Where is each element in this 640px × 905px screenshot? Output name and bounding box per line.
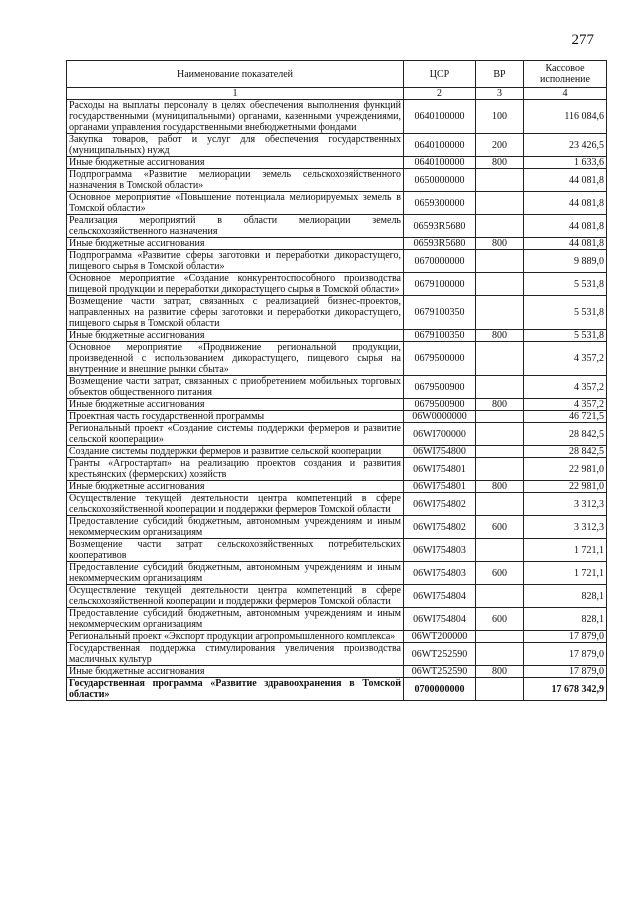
row-csr: 0650000000 (404, 169, 476, 192)
row-amount: 46 721,5 (524, 411, 607, 423)
row-csr: 0679500000 (404, 342, 476, 376)
row-name: Государственная поддержка стимулирования увеличения производства масличных культур (67, 643, 404, 666)
row-csr: 06WI754801 (404, 458, 476, 481)
row-name: Иные бюджетные ассигнования (67, 238, 404, 250)
table-row (67, 215, 607, 238)
row-csr: 0659300000 (404, 192, 476, 215)
row-amount: 44 081,8 (524, 238, 607, 250)
row-amount: 5 531,8 (524, 273, 607, 296)
row-amount: 44 081,8 (524, 169, 607, 192)
row-vr (476, 446, 524, 458)
row-csr: 0640100000 (404, 134, 476, 157)
row-vr (476, 376, 524, 399)
header-name: Наименование показателей (67, 61, 404, 88)
table-row (67, 516, 607, 539)
table-row (67, 169, 607, 192)
row-amount: 4 357,2 (524, 376, 607, 399)
row-csr: 0640100000 (404, 100, 476, 134)
row-amount: 1 721,1 (524, 562, 607, 585)
row-amount: 9 889,0 (524, 250, 607, 273)
row-vr (476, 458, 524, 481)
table-row (67, 643, 607, 666)
row-name: Создание системы поддержки фермеров и развитие сельской кооперации (67, 446, 404, 458)
row-vr (476, 678, 524, 701)
table-row (67, 100, 607, 134)
row-csr: 06WI754801 (404, 481, 476, 493)
row-vr (476, 192, 524, 215)
header-amount: Кассовое исполнение (524, 61, 607, 88)
column-number: 3 (476, 88, 524, 100)
row-amount: 116 084,6 (524, 100, 607, 134)
header-row (67, 61, 607, 88)
row-name: Государственная программа «Развитие здравоохранения в Томской области» (67, 678, 404, 701)
budget-table (66, 60, 607, 701)
row-name: Расходы на выплаты персоналу в целях обеспечения выполнения функций государственными (муниципальными) органами, казенными учреждениями, органами управления государственными внебюджетными фондами (67, 100, 404, 134)
row-csr: 0679100350 (404, 330, 476, 342)
row-name: Основное мероприятие «Повышение потенциала мелиорируемых земель в Томской области» (67, 192, 404, 215)
table-row (67, 539, 607, 562)
row-amount: 22 981,0 (524, 481, 607, 493)
row-vr (476, 643, 524, 666)
table-row (67, 411, 607, 423)
row-vr (476, 411, 524, 423)
table-row (67, 330, 607, 342)
row-name: Основное мероприятие «Продвижение региональной продукции, произведенной с использованием дикорастущего, пищевого сырья на внутренние и внешние рынки сбыта» (67, 342, 404, 376)
row-vr: 800 (476, 238, 524, 250)
row-name: Предоставление субсидий бюджетным, автономным учреждениям и иным некоммерческим организациям (67, 608, 404, 631)
row-vr (476, 215, 524, 238)
row-amount: 828,1 (524, 608, 607, 631)
row-csr: 06593R5680 (404, 215, 476, 238)
table-row (67, 296, 607, 330)
table-row (67, 631, 607, 643)
row-vr: 600 (476, 516, 524, 539)
row-amount: 3 312,3 (524, 493, 607, 516)
row-csr: 06WI754803 (404, 539, 476, 562)
row-vr (476, 631, 524, 643)
row-name: Закупка товаров, работ и услуг для обеспечения государственных (муниципальных) нужд (67, 134, 404, 157)
row-name: Возмещение части затрат, связанных с приобретением мобильных торговых объектов общественного питания (67, 376, 404, 399)
table-row (67, 585, 607, 608)
row-amount: 28 842,5 (524, 423, 607, 446)
column-number: 2 (404, 88, 476, 100)
row-vr: 800 (476, 157, 524, 169)
row-csr: 06WI754803 (404, 562, 476, 585)
row-name: Подпрограмма «Развитие сферы заготовки и переработки дикорастущего, пищевого сырья в Томской области» (67, 250, 404, 273)
row-csr: 06WT252590 (404, 643, 476, 666)
table-row (67, 376, 607, 399)
table-row (67, 134, 607, 157)
table-row (67, 238, 607, 250)
row-vr (476, 585, 524, 608)
row-amount: 17 879,0 (524, 643, 607, 666)
row-amount: 44 081,8 (524, 192, 607, 215)
row-amount: 4 357,2 (524, 342, 607, 376)
table-row (67, 192, 607, 215)
row-vr (476, 169, 524, 192)
row-vr (476, 423, 524, 446)
table-row (67, 342, 607, 376)
row-vr: 200 (476, 134, 524, 157)
row-csr: 06593R5680 (404, 238, 476, 250)
row-name: Предоставление субсидий бюджетным, автономным учреждениям и иным некоммерческим организациям (67, 562, 404, 585)
row-csr: 06WI700000 (404, 423, 476, 446)
row-vr (476, 273, 524, 296)
row-name: Возмещение части затрат, связанных с реализацией бизнес-проектов, направленных на развитие сферы заготовки и переработки дикорастущего, пищевого сырья в Томской области (67, 296, 404, 330)
table-row (67, 458, 607, 481)
row-csr: 06WT200000 (404, 631, 476, 643)
row-name: Реализация мероприятий в области мелиорации земель сельскохозяйственного назначения (67, 215, 404, 238)
table-row (67, 481, 607, 493)
row-csr: 06WI754804 (404, 608, 476, 631)
row-vr: 600 (476, 562, 524, 585)
table-row (67, 562, 607, 585)
row-csr: 0670000000 (404, 250, 476, 273)
table-row (67, 399, 607, 411)
row-name: Осуществление текущей деятельности центра компетенций в сфере сельскохозяйственной кооперации и поддержки фермеров Томской области (67, 585, 404, 608)
table-row (67, 493, 607, 516)
row-vr: 800 (476, 481, 524, 493)
row-csr: 06WI754802 (404, 516, 476, 539)
header-vr: ВР (476, 61, 524, 88)
row-name: Подпрограмма «Развитие мелиорации земель сельскохозяйственного назначения в Томской области» (67, 169, 404, 192)
row-amount: 17 879,0 (524, 666, 607, 678)
row-amount: 4 357,2 (524, 399, 607, 411)
row-csr: 0679500900 (404, 399, 476, 411)
row-name: Осуществление текущей деятельности центра компетенций в сфере сельскохозяйственной кооперации и поддержки фермеров Томской области (67, 493, 404, 516)
row-vr (476, 296, 524, 330)
row-vr: 800 (476, 330, 524, 342)
row-csr: 0640100000 (404, 157, 476, 169)
row-amount: 44 081,8 (524, 215, 607, 238)
row-name: Иные бюджетные ассигнования (67, 399, 404, 411)
row-name: Иные бюджетные ассигнования (67, 666, 404, 678)
row-amount: 5 531,8 (524, 296, 607, 330)
row-amount: 3 312,3 (524, 516, 607, 539)
table-row (67, 608, 607, 631)
row-csr: 06WI754800 (404, 446, 476, 458)
row-csr: 0679100350 (404, 296, 476, 330)
row-amount: 28 842,5 (524, 446, 607, 458)
row-name: Возмещение части затрат сельскохозяйственных потребительских кооперативов (67, 539, 404, 562)
row-amount: 17 879,0 (524, 631, 607, 643)
row-name: Гранты «Агростартап» на реализацию проектов создания и развития крестьянских (фермерских) хозяйств (67, 458, 404, 481)
row-csr: 06WI754804 (404, 585, 476, 608)
header-csr: ЦСР (404, 61, 476, 88)
row-csr: 0679100000 (404, 273, 476, 296)
page-number: 277 (571, 32, 594, 48)
row-name: Региональный проект «Создание системы поддержки фермеров и развитие сельской кооперации» (67, 423, 404, 446)
column-number: 1 (67, 88, 404, 100)
table-row (67, 250, 607, 273)
row-name: Иные бюджетные ассигнования (67, 330, 404, 342)
row-vr: 100 (476, 100, 524, 134)
row-vr (476, 493, 524, 516)
row-name: Региональный проект «Экспорт продукции агропромышленного комплекса» (67, 631, 404, 643)
table-row (67, 273, 607, 296)
row-vr (476, 342, 524, 376)
row-amount: 5 531,8 (524, 330, 607, 342)
row-amount: 23 426,5 (524, 134, 607, 157)
row-vr (476, 539, 524, 562)
row-name: Проектная часть государственной программы (67, 411, 404, 423)
table-body (67, 100, 607, 701)
row-csr: 0679500900 (404, 376, 476, 399)
column-number: 4 (524, 88, 607, 100)
row-vr (476, 250, 524, 273)
row-amount: 828,1 (524, 585, 607, 608)
column-number-row (67, 88, 607, 100)
table-row (67, 157, 607, 169)
row-name: Иные бюджетные ассигнования (67, 481, 404, 493)
row-vr: 800 (476, 666, 524, 678)
row-vr: 800 (476, 399, 524, 411)
row-name: Предоставление субсидий бюджетным, автономным учреждениям и иным некоммерческим организациям (67, 516, 404, 539)
table-row (67, 678, 607, 701)
row-csr: 06WT252590 (404, 666, 476, 678)
row-csr: 06WI754802 (404, 493, 476, 516)
row-amount: 1 633,6 (524, 157, 607, 169)
row-amount: 1 721,1 (524, 539, 607, 562)
row-csr: 06W0000000 (404, 411, 476, 423)
row-csr: 0700000000 (404, 678, 476, 701)
row-name: Основное мероприятие «Создание конкурентоспособного производства пищевой продукции и переработки дикорастущего сырья в Томской области» (67, 273, 404, 296)
table-row (67, 423, 607, 446)
row-name: Иные бюджетные ассигнования (67, 157, 404, 169)
table-row (67, 666, 607, 678)
table-row (67, 446, 607, 458)
row-amount: 17 678 342,9 (524, 678, 607, 701)
row-amount: 22 981,0 (524, 458, 607, 481)
row-vr: 600 (476, 608, 524, 631)
